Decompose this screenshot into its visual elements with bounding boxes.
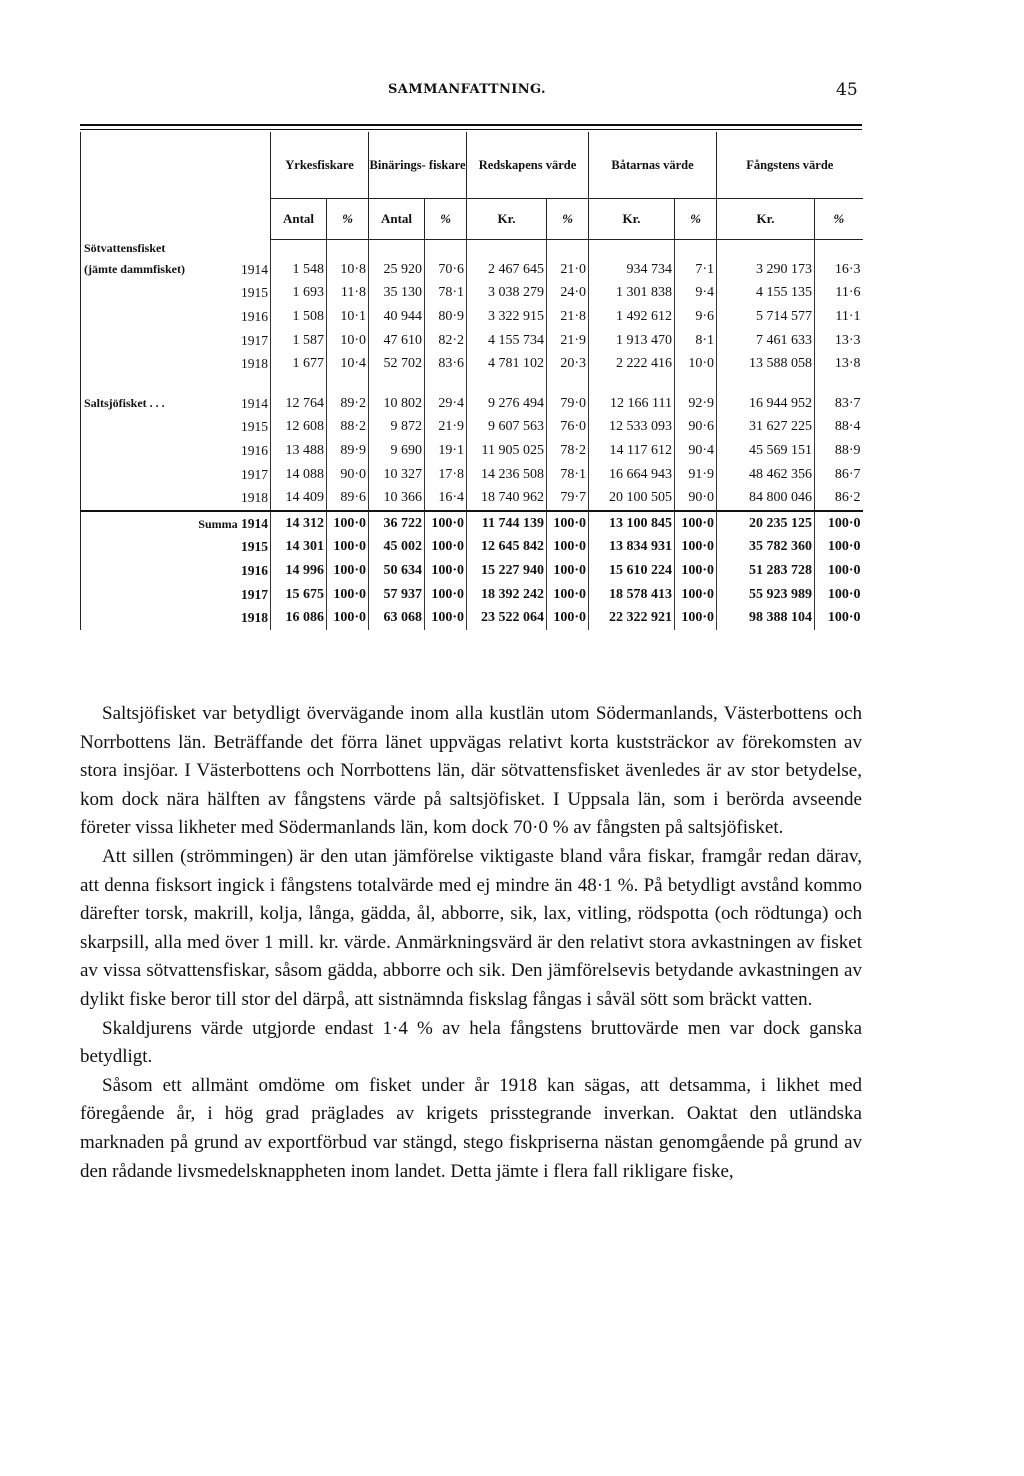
sub-header: Kr.	[467, 199, 547, 240]
paragraph: Att sillen (strömmingen) är den utan jämförelse viktigaste bland våra fiskar, framgår redan därav, att denna fisksort ingick i fångstens totalvärde med ej mindre än 48·1 %. På betydligt avstånd kommo därefter torsk, makrill, kolja, långa, gädda, ål, abborre, sik, lax, vitling, rödspotta (och rödtunga) och skarpsill, alla med över 1 mill. kr. värde. Anmärkningsvärd är den relativt stora avkastningen av fisket av vissa sötvattensfiskar, såsom gädda, abborre och sik. Den jämförelsevis betydande avkastningen av dylikt fiske beror till stor del därpå, att sistnämnda fiskslag fångas i såväl sött som bräckt vatten.	[80, 845, 862, 1010]
spacer-cell	[589, 376, 675, 392]
table-cell: 4 781 102	[467, 352, 547, 376]
table-cell: 21·0	[547, 258, 589, 282]
row-year: 1916	[241, 562, 268, 578]
table-cell: 18 578 413	[589, 583, 675, 607]
table-cell: 16 944 952	[717, 392, 815, 416]
table-cell: 100·0	[425, 583, 467, 607]
section-label: Summa	[198, 516, 238, 531]
empty-cell	[815, 240, 863, 259]
table-cell: 36 722	[369, 511, 425, 536]
empty-cell	[589, 240, 675, 259]
table-cell: 14 088	[271, 463, 327, 487]
page-number: 45	[836, 80, 858, 100]
table-cell: 100·0	[547, 536, 589, 560]
table-cell: 45 569 151	[717, 439, 815, 463]
table-cell: 40 944	[369, 305, 425, 329]
paragraph: Skaldjurens värde utgjorde endast 1·4 % av hela fångstens bruttovärde men var dock ganska betydligt.	[80, 1017, 862, 1068]
table-cell: 4 155 734	[467, 329, 547, 353]
table-cell: 9 607 563	[467, 416, 547, 440]
table-cell: 20·3	[547, 352, 589, 376]
table-cell: 100·0	[675, 606, 717, 630]
row-stub	[81, 486, 271, 511]
table-cell: 70·6	[425, 258, 467, 282]
table-cell: 14 312	[271, 511, 327, 536]
table-cell: 15 227 940	[467, 559, 547, 583]
sub-header: %	[547, 199, 589, 240]
table-cell: 1 693	[271, 282, 327, 306]
table-cell: 80·9	[425, 305, 467, 329]
spacer-cell	[547, 376, 589, 392]
table-row	[81, 606, 863, 630]
table-cell: 76·0	[547, 416, 589, 440]
table-cell: 8·1	[675, 329, 717, 353]
table-cell: 19·1	[425, 439, 467, 463]
row-year: 1915	[241, 285, 268, 301]
empty-cell	[327, 240, 369, 259]
spacer-cell	[815, 376, 863, 392]
table-cell: 10·8	[327, 258, 369, 282]
table-cell: 100·0	[547, 511, 589, 536]
table-cell: 100·0	[327, 606, 369, 630]
table-row	[81, 439, 863, 463]
table-cell: 7·1	[675, 258, 717, 282]
row-year: 1916	[241, 308, 268, 324]
table-cell: 1 913 470	[589, 329, 675, 353]
table-cell: 14 301	[271, 536, 327, 560]
table-cell: 12 608	[271, 416, 327, 440]
group-header-binaringsfiskare: Binärings- fiskare	[369, 132, 467, 199]
table-cell: 15 610 224	[589, 559, 675, 583]
table-row	[81, 305, 863, 329]
row-year: 1915	[241, 539, 268, 555]
row-stub	[81, 416, 271, 440]
table-cell: 100·0	[425, 606, 467, 630]
spacer-cell	[675, 376, 717, 392]
row-stub	[81, 463, 271, 487]
table-cell: 14 409	[271, 486, 327, 511]
table-cell: 90·0	[675, 486, 717, 511]
table-cell: 1 587	[271, 329, 327, 353]
spacer-cell	[425, 376, 467, 392]
table-cell: 90·4	[675, 439, 717, 463]
table-row	[81, 329, 863, 353]
table-cell: 13 100 845	[589, 511, 675, 536]
table-cell: 1 301 838	[589, 282, 675, 306]
row-year: 1918	[241, 610, 268, 626]
table-cell: 100·0	[327, 559, 369, 583]
table-cell: 13 834 931	[589, 536, 675, 560]
table-cell: 3 322 915	[467, 305, 547, 329]
section-label: (jämte dammfisket)	[84, 261, 185, 276]
table-cell: 100·0	[675, 583, 717, 607]
table-cell: 1 508	[271, 305, 327, 329]
table-cell: 12 533 093	[589, 416, 675, 440]
table-cell: 12 645 842	[467, 536, 547, 560]
table-cell: 29·4	[425, 392, 467, 416]
table-cell: 21·8	[547, 305, 589, 329]
table-cell: 57 937	[369, 583, 425, 607]
table-cell: 78·1	[425, 282, 467, 306]
spacer-cell	[369, 376, 425, 392]
table-row	[81, 536, 863, 560]
table-cell: 2 222 416	[589, 352, 675, 376]
table-cell: 89·9	[327, 439, 369, 463]
table-cell: 10·0	[675, 352, 717, 376]
row-year: 1918	[241, 356, 268, 372]
row-stub	[81, 305, 271, 329]
table-cell: 25 920	[369, 258, 425, 282]
row-stub	[81, 352, 271, 376]
row-year: 1917	[241, 332, 268, 348]
table-cell: 10·4	[327, 352, 369, 376]
table-row	[81, 258, 863, 282]
row-stub	[81, 583, 271, 607]
table-row	[81, 463, 863, 487]
empty-cell	[425, 240, 467, 259]
statistics-table	[80, 132, 863, 630]
table-cell: 47 610	[369, 329, 425, 353]
empty-cell	[717, 240, 815, 259]
table-cell: 11·8	[327, 282, 369, 306]
table-cell: 84 800 046	[717, 486, 815, 511]
table-cell: 78·2	[547, 439, 589, 463]
table-cell: 100·0	[547, 583, 589, 607]
table-cell: 100·0	[815, 606, 863, 630]
table-cell: 100·0	[675, 536, 717, 560]
spacer-cell	[81, 376, 271, 392]
table-cell: 90·0	[327, 463, 369, 487]
row-year: 1917	[241, 586, 268, 602]
table-top-rule	[80, 124, 862, 130]
table-cell: 100·0	[815, 559, 863, 583]
table-cell: 9 690	[369, 439, 425, 463]
table-cell: 3 290 173	[717, 258, 815, 282]
table-row	[81, 486, 863, 511]
table-cell: 16 664 943	[589, 463, 675, 487]
table-cell: 35 782 360	[717, 536, 815, 560]
table-cell: 52 702	[369, 352, 425, 376]
table-cell: 100·0	[425, 559, 467, 583]
table-cell: 9·6	[675, 305, 717, 329]
table-cell: 31 627 225	[717, 416, 815, 440]
row-stub	[81, 606, 271, 630]
paragraph: Såsom ett allmänt omdöme om fisket under år 1918 kan sägas, att detsamma, i likhet med föregående år, i hög grad präglades av krigets prisstegrande inverkan. Oaktat den utländska marknaden på grund av exportförbud var stängd, stego fiskpriserna nästan genomgående på grund av den rådande livsmedelsknappheten inom landet. Detta jämte i flera fall rikligare fiske,	[80, 1074, 862, 1182]
row-year: 1917	[241, 466, 268, 482]
spacer-cell	[717, 376, 815, 392]
table-cell: 45 002	[369, 536, 425, 560]
row-year: 1918	[241, 490, 268, 506]
table-cell: 48 462 356	[717, 463, 815, 487]
table-cell: 10·0	[327, 329, 369, 353]
table-cell: 9 872	[369, 416, 425, 440]
group-header-fangstens-varde: Fångstens värde	[717, 132, 863, 199]
table-cell: 88·2	[327, 416, 369, 440]
spacer-cell	[327, 376, 369, 392]
table-cell: 1 492 612	[589, 305, 675, 329]
table-cell: 10 366	[369, 486, 425, 511]
table-cell: 51 283 728	[717, 559, 815, 583]
row-stub	[81, 439, 271, 463]
table-cell: 11 905 025	[467, 439, 547, 463]
table-cell: 16·3	[815, 258, 863, 282]
group-header-batarnas-varde: Båtarnas värde	[589, 132, 717, 199]
table-cell: 100·0	[547, 559, 589, 583]
section-label: Saltsjöfisket . . .	[84, 395, 165, 410]
spacer-cell	[271, 376, 327, 392]
row-stub	[81, 511, 271, 536]
table-cell: 88·4	[815, 416, 863, 440]
table-cell: 1 548	[271, 258, 327, 282]
empty-cell	[547, 240, 589, 259]
table-row	[81, 392, 863, 416]
table-cell: 100·0	[327, 536, 369, 560]
spacer-row	[81, 376, 863, 392]
table-cell: 21·9	[425, 416, 467, 440]
table-cell: 35 130	[369, 282, 425, 306]
table-cell: 13·8	[815, 352, 863, 376]
table-cell: 89·2	[327, 392, 369, 416]
table-cell: 79·7	[547, 486, 589, 511]
table-cell: 14 236 508	[467, 463, 547, 487]
sub-header: Antal	[369, 199, 425, 240]
table-cell: 16·4	[425, 486, 467, 511]
table-cell: 5 714 577	[717, 305, 815, 329]
sub-header: Kr.	[589, 199, 675, 240]
row-year: 1915	[241, 419, 268, 435]
sub-header: Antal	[271, 199, 327, 240]
table-cell: 18 392 242	[467, 583, 547, 607]
group-header-row	[81, 132, 863, 199]
table-cell: 100·0	[815, 536, 863, 560]
table-row	[81, 282, 863, 306]
stub-header	[81, 132, 271, 199]
table-cell: 20 100 505	[589, 486, 675, 511]
row-year: 1916	[241, 442, 268, 458]
paragraph: Saltsjöfisket var betydligt övervägande inom alla kustlän utom Södermanlands, Västerbottens och Norrbottens län. Beträffande det förra länet uppvägas relativt korta kuststräckor av förekomsten av stora insjöar. I Västerbottens och Norrbottens län, där sötvattensfisket ävenledes är av stor betydelse, kom dock nära hälften av fångstens värde på saltsjöfisket. I Uppsala län, som i berörda avseende företer vissa likheter med Södermanlands län, kom dock 70·0 % av fångsten på saltsjöfisket.	[80, 703, 862, 839]
table-cell: 100·0	[425, 536, 467, 560]
table-cell: 11·1	[815, 305, 863, 329]
table-cell: 9·4	[675, 282, 717, 306]
stub-subheader	[81, 199, 271, 240]
sub-header: %	[327, 199, 369, 240]
table-row	[81, 352, 863, 376]
table-row	[81, 559, 863, 583]
table-cell: 934 734	[589, 258, 675, 282]
table-cell: 17·8	[425, 463, 467, 487]
table-cell: 89·6	[327, 486, 369, 511]
sub-header-row	[81, 199, 863, 240]
table-cell: 100·0	[675, 511, 717, 536]
table-cell: 91·9	[675, 463, 717, 487]
table-cell: 18 740 962	[467, 486, 547, 511]
section-label: Sötvattensfisket	[81, 240, 271, 259]
table-row	[81, 511, 863, 536]
sub-header: %	[815, 199, 863, 240]
empty-cell	[467, 240, 547, 259]
table-cell: 14 996	[271, 559, 327, 583]
sub-header: %	[675, 199, 717, 240]
table-cell: 50 634	[369, 559, 425, 583]
section-label-row	[81, 240, 863, 259]
row-stub	[81, 258, 271, 282]
row-stub	[81, 329, 271, 353]
empty-cell	[675, 240, 717, 259]
table-cell: 20 235 125	[717, 511, 815, 536]
table-cell: 83·6	[425, 352, 467, 376]
row-stub	[81, 536, 271, 560]
table-cell: 10·1	[327, 305, 369, 329]
row-stub	[81, 392, 271, 416]
body-text	[80, 700, 862, 1186]
table-row	[81, 583, 863, 607]
table-cell: 100·0	[815, 583, 863, 607]
table-cell: 82·2	[425, 329, 467, 353]
table-cell: 98 388 104	[717, 606, 815, 630]
table-cell: 100·0	[815, 511, 863, 536]
table-row	[81, 416, 863, 440]
table-cell: 88·9	[815, 439, 863, 463]
table-cell: 7 461 633	[717, 329, 815, 353]
table-body	[81, 240, 863, 630]
table-cell: 10 802	[369, 392, 425, 416]
table-cell: 23 522 064	[467, 606, 547, 630]
table-cell: 10 327	[369, 463, 425, 487]
running-title: SAMMANFATTNING.	[388, 82, 546, 97]
table-cell: 86·7	[815, 463, 863, 487]
table-cell: 13 488	[271, 439, 327, 463]
row-stub	[81, 559, 271, 583]
table-cell: 1 677	[271, 352, 327, 376]
table-cell: 12 166 111	[589, 392, 675, 416]
table-cell: 2 467 645	[467, 258, 547, 282]
table-cell: 78·1	[547, 463, 589, 487]
sub-header: Kr.	[717, 199, 815, 240]
row-year: 1914	[241, 395, 268, 411]
table-cell: 86·2	[815, 486, 863, 511]
table-cell: 11 744 139	[467, 511, 547, 536]
sub-header: %	[425, 199, 467, 240]
row-year: 1914	[241, 261, 268, 277]
table-cell: 15 675	[271, 583, 327, 607]
table-cell: 100·0	[327, 511, 369, 536]
table-cell: 4 155 135	[717, 282, 815, 306]
table-cell: 21·9	[547, 329, 589, 353]
table-cell: 100·0	[327, 583, 369, 607]
table-cell: 79·0	[547, 392, 589, 416]
table-cell: 13·3	[815, 329, 863, 353]
table-cell: 92·9	[675, 392, 717, 416]
table-cell: 63 068	[369, 606, 425, 630]
running-header	[0, 80, 1024, 104]
table-cell: 100·0	[425, 511, 467, 536]
table-cell: 90·6	[675, 416, 717, 440]
table-cell: 22 322 921	[589, 606, 675, 630]
table-cell: 83·7	[815, 392, 863, 416]
empty-cell	[369, 240, 425, 259]
table-cell: 55 923 989	[717, 583, 815, 607]
group-header-redskapens-varde: Redskapens värde	[467, 132, 589, 199]
table-cell: 16 086	[271, 606, 327, 630]
empty-cell	[271, 240, 327, 259]
table-cell: 24·0	[547, 282, 589, 306]
table-cell: 12 764	[271, 392, 327, 416]
table-cell: 13 588 058	[717, 352, 815, 376]
table-cell: 100·0	[547, 606, 589, 630]
table-cell: 9 276 494	[467, 392, 547, 416]
table-cell: 100·0	[675, 559, 717, 583]
row-year: 1914	[241, 515, 268, 531]
spacer-cell	[467, 376, 547, 392]
group-header-yrkesfiskare: Yrkesfiskare	[271, 132, 369, 199]
table-cell: 11·6	[815, 282, 863, 306]
row-stub	[81, 282, 271, 306]
table-cell: 14 117 612	[589, 439, 675, 463]
table-cell: 3 038 279	[467, 282, 547, 306]
